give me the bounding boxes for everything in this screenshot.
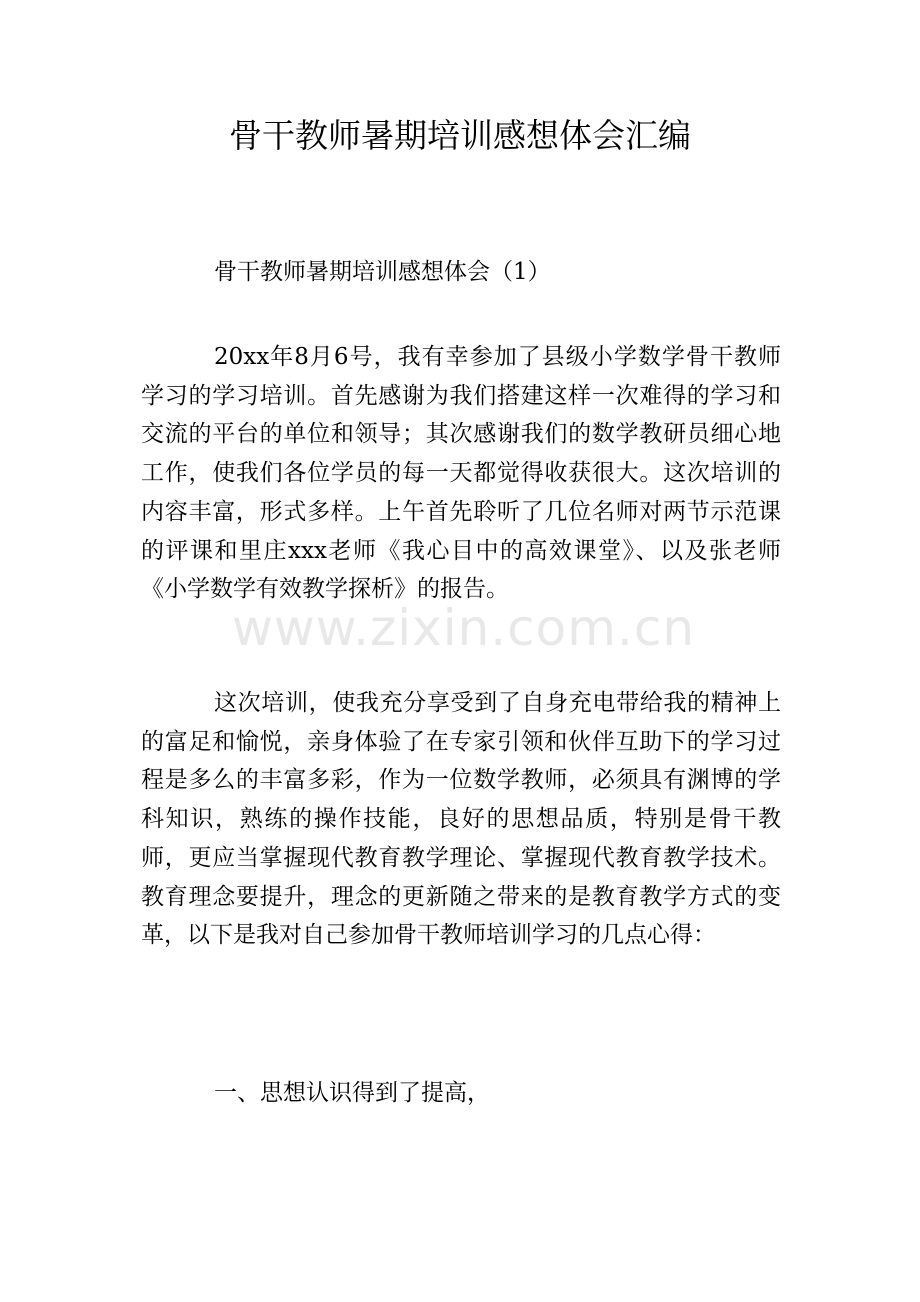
paragraph-3: 一、思想认识得到了提高，: [214, 1080, 490, 1106]
paragraph-2: 这次培训，使我充分享受到了自身充电带给我的精神上的富足和愉悦，亲身体验了在专家引领和伙伴互助下的学习过程是多么的丰富多彩，作为一位数学教师，必须具有渊博的学科知识，熟练的操作技能，良好的思想品质，特别是骨干教师，更应当掌握现代教育教学理论、掌握现代教育教学技术。教育理念要提升，理念的更新随之带来的是教育教学方式的变革，以下是我对自己参加骨干教师培训学习的几点心得：: [141, 690, 781, 949]
watermark: www.zixin.com.cn: [232, 599, 696, 657]
document-title: 骨干教师暑期培训感想体会汇编: [229, 116, 691, 155]
section-heading: 骨干教师暑期培训感想体会（1）: [214, 259, 551, 285]
paragraph-1: 20xx年8月6号，我有幸参加了县级小学数学骨干教师学习的学习培训。首先感谢为我们搭建这样一次难得的学习和交流的平台的单位和领导；其次感谢我们的数学教研员细心地工作，使我们各位学员的每一天都觉得收获很大。这次培训的内容丰富，形式多样。上午首先聆听了几位名师对两节示范课的评课和里庄xxx老师《我心目中的高效课堂》、以及张老师《小学数学有效教学探析》的报告。: [141, 344, 781, 603]
